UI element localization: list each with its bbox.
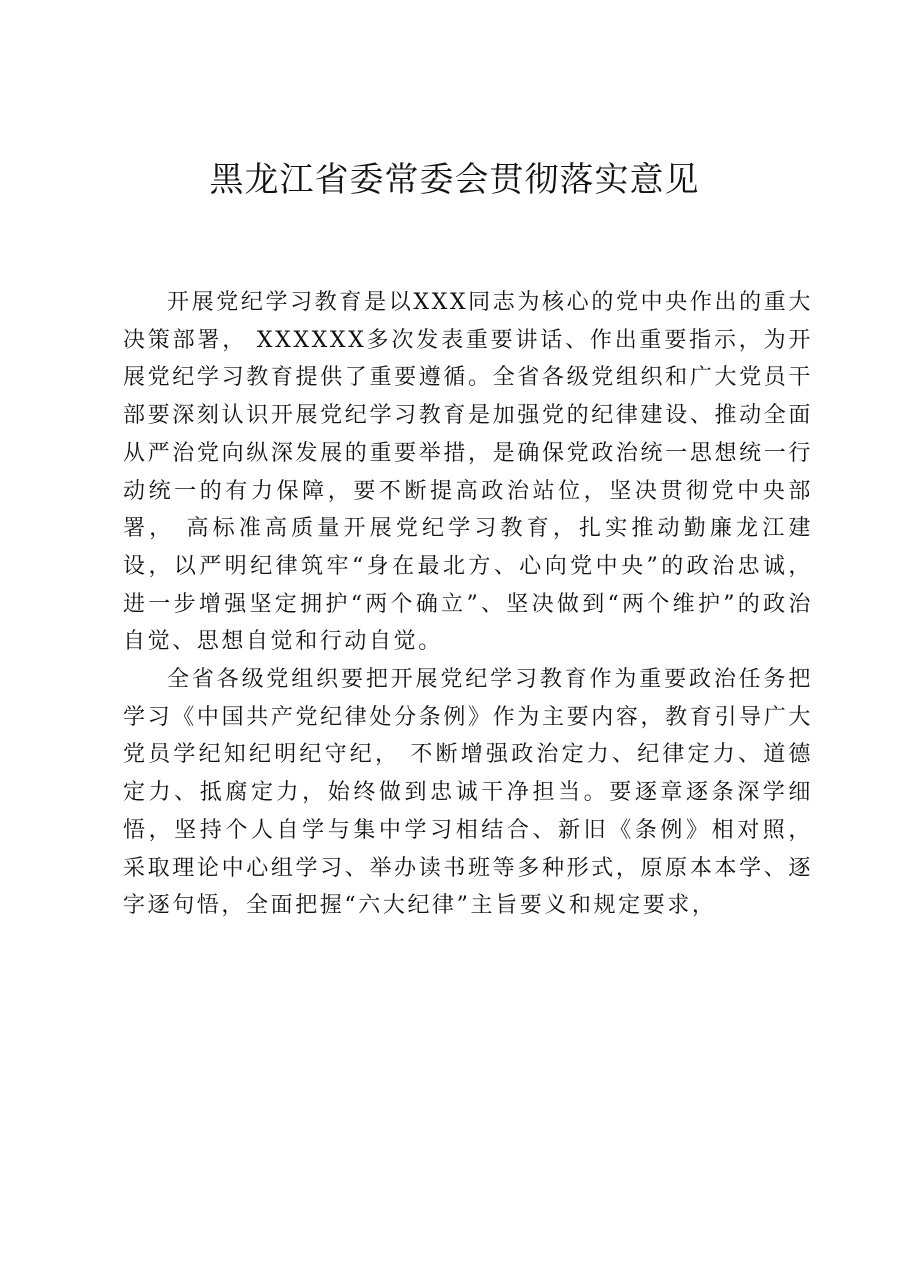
paragraph: 全省各级党组织要把开展党纪学习教育作为重要政治任务把学习《中国共产党纪律处分条例》作为主要内容，教育引导广大党员学纪知纪明纪守纪， 不断增强政治定力、纪律定力、道德定力、抵腐定力，始终做到忠诚干净担当。要逐章逐条深学细悟，坚持个人自学与集中学习相结合、新旧《条例》相对照， 采取理论中心组学习、举办读书班等多种形式，原原本本学、逐字逐句悟，全面把握“六大纪律”主旨要义和规定要求， xyxy=(123,667,813,919)
paragraph: 开展党纪学习教育是以XXX同志为核心的党中央作出的重大决策部署， XXXXXX多次发表重要讲话、作出重要指示，为开展党纪学习教育提供了重要遵循。全省各级党组织和广大党员干部要深刻认识开展党纪学习教育是加强党的纪律建设、推动全面从严治党向纵深发展的重要举措，是确保党政治统一思想统一行动统一的有力保障，要不断提高政治站位，坚决贯彻党中央部署， 高标准高质量开展党纪学习教育，扎实推动勤廉龙江建设，以严明纪律筑牢“身在最北方、心向党中央”的政治忠诚，进一步增强坚定拥护“两个确立”、坚决做到“两个维护”的政治自觉、思想自觉和行动自觉。 xyxy=(123,290,813,655)
document-body xyxy=(123,284,813,925)
document-title: 黑龙江省委常委会贯彻落实意见 xyxy=(209,160,700,200)
